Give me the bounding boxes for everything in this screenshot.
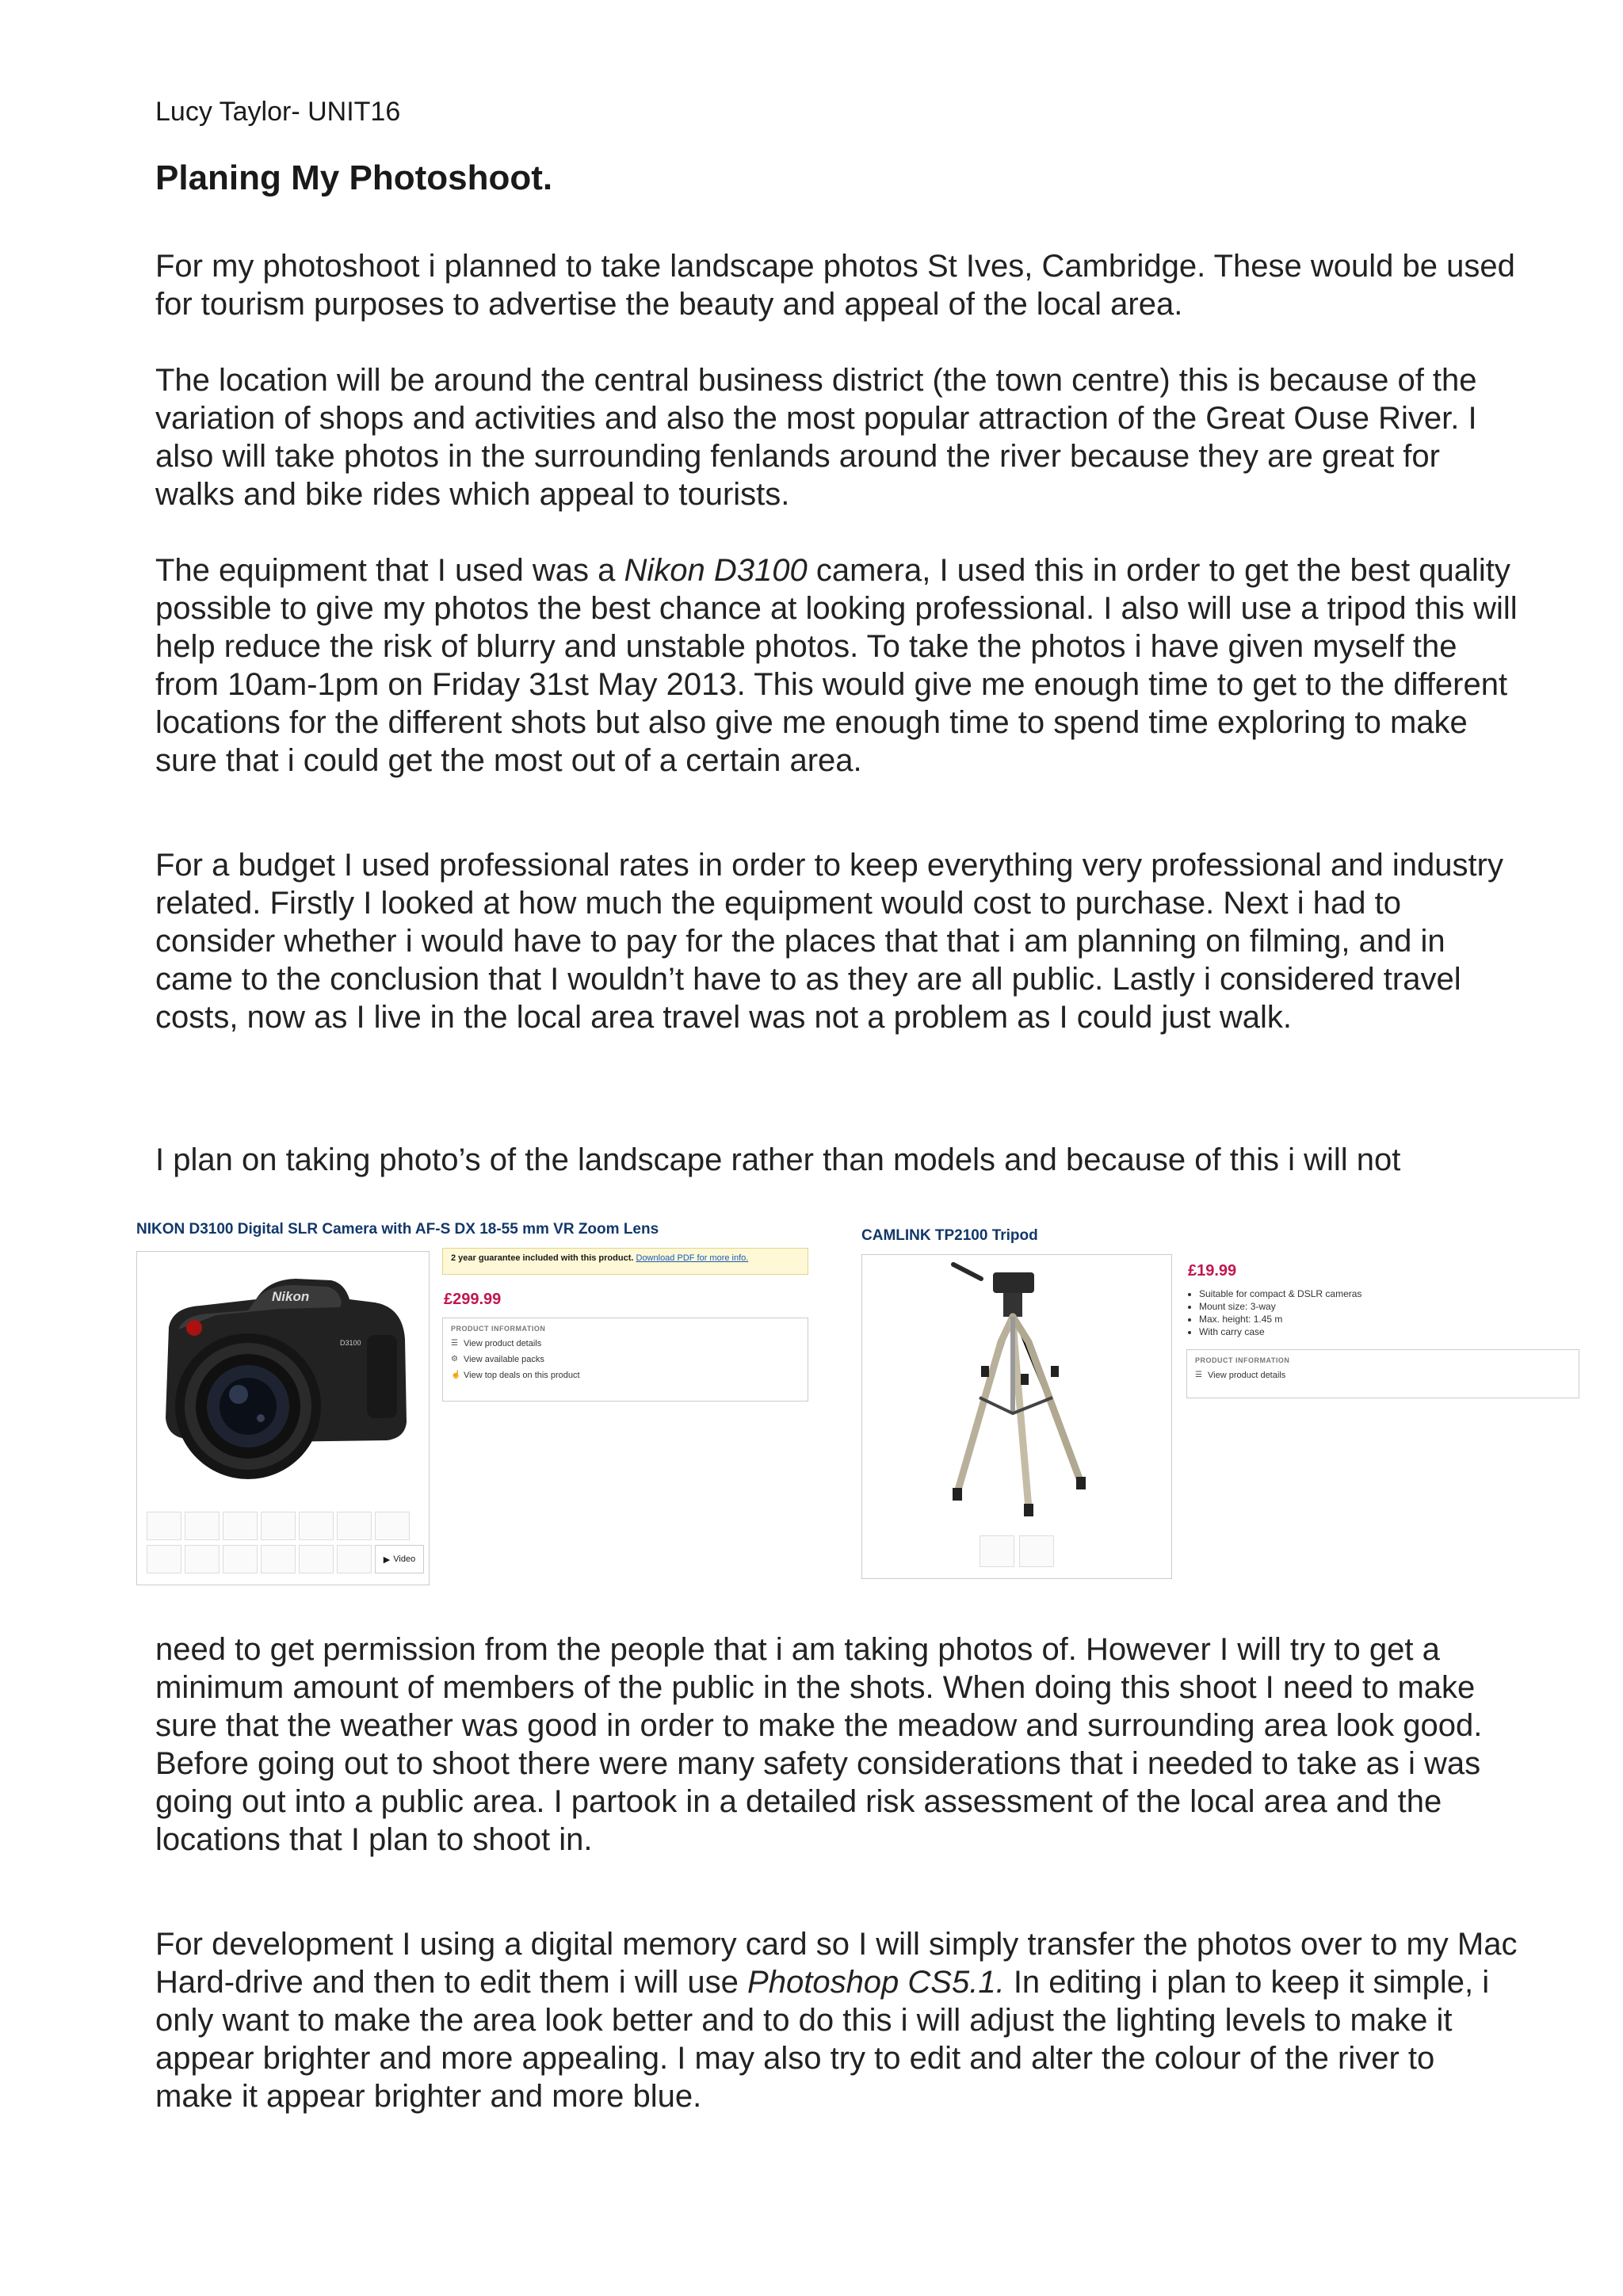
feature-item: • Suitable for compact & DSLR cameras xyxy=(1199,1287,1564,1300)
details-icon: ☰ xyxy=(1195,1371,1202,1379)
camera-thumbnail[interactable] xyxy=(147,1512,181,1540)
camera-thumbnail[interactable] xyxy=(261,1512,296,1540)
paragraph-development: For development I using a digital memory card so I will simply transfer the photos over to my Mac Hard-drive and then to edit them i will use Photoshop CS5.1. In editing i plan to keep it simple, i only want to make the area look better and to do this i will adjust the lighting levels to make it appear brighter and more appealing. I may also try to edit and alter the colour of the river to make it appear brighter and more blue. xyxy=(155,1927,1518,2114)
camera-name: Nikon D3100 xyxy=(624,553,808,588)
camera-thumbnail[interactable] xyxy=(299,1512,334,1540)
camera-thumbnail[interactable] xyxy=(185,1512,220,1540)
paragraph-equipment: The equipment that I used was a Nikon D3100 camera, I used this in order to get the best quality possible to give my photos the best chance at looking professional. I also will use a tripod this will help reduce the risk of blurry and unstable photos. To take the photos i have given myself the from 10am-1pm on Friday 31st May 2013. This would give me enough time to get to the different locations for the different shots but also give me enough time to spend time exploring to make sure that i could get the most out of a certain area. xyxy=(155,553,1518,778)
view-product-details-link[interactable]: ☰ View product details xyxy=(451,1339,542,1348)
paragraph-intro: For my photoshoot i planned to take landscape photos St Ives, Cambridge. These would be used for tourism purposes to advertise the beauty and appeal of the local area. xyxy=(155,249,1515,322)
product-info-heading: PRODUCT INFORMATION xyxy=(1195,1356,1290,1364)
camera-thumbnail[interactable] xyxy=(223,1512,258,1540)
software-name: Photoshop CS5.1. xyxy=(747,1965,1005,2000)
tripod-image-frame xyxy=(861,1254,1172,1579)
download-pdf-link[interactable]: Download PDF for more info. xyxy=(636,1253,749,1263)
camera-brand-label: Nikon xyxy=(272,1289,310,1304)
camera-product-title[interactable]: NIKON D3100 Digital SLR Camera with AF-S DX 18-55 mm VR Zoom Lens xyxy=(136,1221,659,1238)
camera-thumbnail[interactable] xyxy=(261,1545,296,1573)
camera-thumbnail[interactable] xyxy=(337,1545,372,1573)
tripod-thumbnail[interactable] xyxy=(1019,1535,1054,1567)
feature-item: • Mount size: 3-way xyxy=(1199,1300,1564,1313)
video-button[interactable]: ▶ Video xyxy=(375,1545,424,1573)
camera-thumbnail[interactable] xyxy=(147,1545,181,1573)
camera-model-label: D3100 xyxy=(340,1339,361,1347)
paragraph-location: The location will be around the central business district (the town centre) this is because of the variation of shops and activities and also the most popular attraction of the Great Ouse River. I also will take photos in the surrounding fenlands around the river because they are great for walks and bike rides which appeal to tourists. xyxy=(155,363,1477,512)
view-available-packs-link[interactable]: ⚙ View available packs xyxy=(451,1355,544,1364)
paragraph-budget: For a budget I used professional rates in order to keep everything very professional and industry related. Firstly I looked at how much the equipment would cost to purchase. Next i had to consider whether i would have to pay for the places that that i am planning on filming, and in came to the conclusion that I wouldn’t have to as they are all public. Lastly i considered travel costs, now as I live in the local area travel was not a problem as I could just walk. xyxy=(155,848,1503,1035)
view-product-details-link[interactable]: ☰ View product details xyxy=(1195,1371,1286,1380)
paragraph-permission: need to get permission from the people that i am taking photos of. However I will try to get a minimum amount of members of the public in the shots. When doing this shoot I need to make sure that the weather was good in order to make the meadow and surrounding area look good. Before going out to shoot there were many safety considerations that i needed to take as i was going out into a public area. I partook in a detailed risk assessment of the local area and the locations that I plan to shoot in. xyxy=(155,1632,1483,1857)
camera-thumbnail[interactable] xyxy=(185,1545,220,1573)
tripod-feature-list xyxy=(1186,1287,1564,1338)
tripod-thumbnail[interactable] xyxy=(980,1535,1014,1567)
page-title: Planing My Photoshoot. xyxy=(155,158,553,197)
product-info-heading: PRODUCT INFORMATION xyxy=(451,1325,546,1333)
camera-product-info xyxy=(442,1318,808,1402)
guarantee-notice: 2 year guarantee included with this product. Download PDF for more info. xyxy=(442,1248,808,1275)
thumbs-up-icon: ☝ xyxy=(451,1371,461,1379)
camera-thumbnail[interactable] xyxy=(375,1512,410,1540)
camera-thumbnail[interactable] xyxy=(299,1545,334,1573)
play-icon: ▶ xyxy=(383,1554,391,1565)
feature-item: • With carry case xyxy=(1199,1325,1564,1338)
tripod-image xyxy=(862,1255,1171,1524)
details-icon: ☰ xyxy=(451,1339,458,1348)
view-top-deals-link[interactable]: ☝ View top deals on this product xyxy=(451,1371,580,1380)
author-line: Lucy Taylor- UNIT16 xyxy=(155,97,401,127)
tripod-product-card xyxy=(860,1216,1585,1585)
camera-thumbnail[interactable] xyxy=(223,1545,258,1573)
tripod-product-info xyxy=(1186,1349,1579,1398)
camera-thumbnail[interactable] xyxy=(337,1512,372,1540)
camera-image xyxy=(137,1252,429,1497)
tripod-price: £19.99 xyxy=(1188,1262,1237,1280)
camera-price: £299.99 xyxy=(444,1291,502,1308)
feature-item: • Max. height: 1.45 m xyxy=(1199,1313,1564,1325)
camera-product-card xyxy=(135,1216,816,1589)
camera-image-frame xyxy=(136,1251,430,1585)
tripod-product-title[interactable]: CAMLINK TP2100 Tripod xyxy=(861,1227,1038,1244)
paragraph-models: I plan on taking photo’s of the landscape rather than models and because of this i will not xyxy=(155,1142,1401,1177)
packs-icon: ⚙ xyxy=(451,1355,458,1363)
